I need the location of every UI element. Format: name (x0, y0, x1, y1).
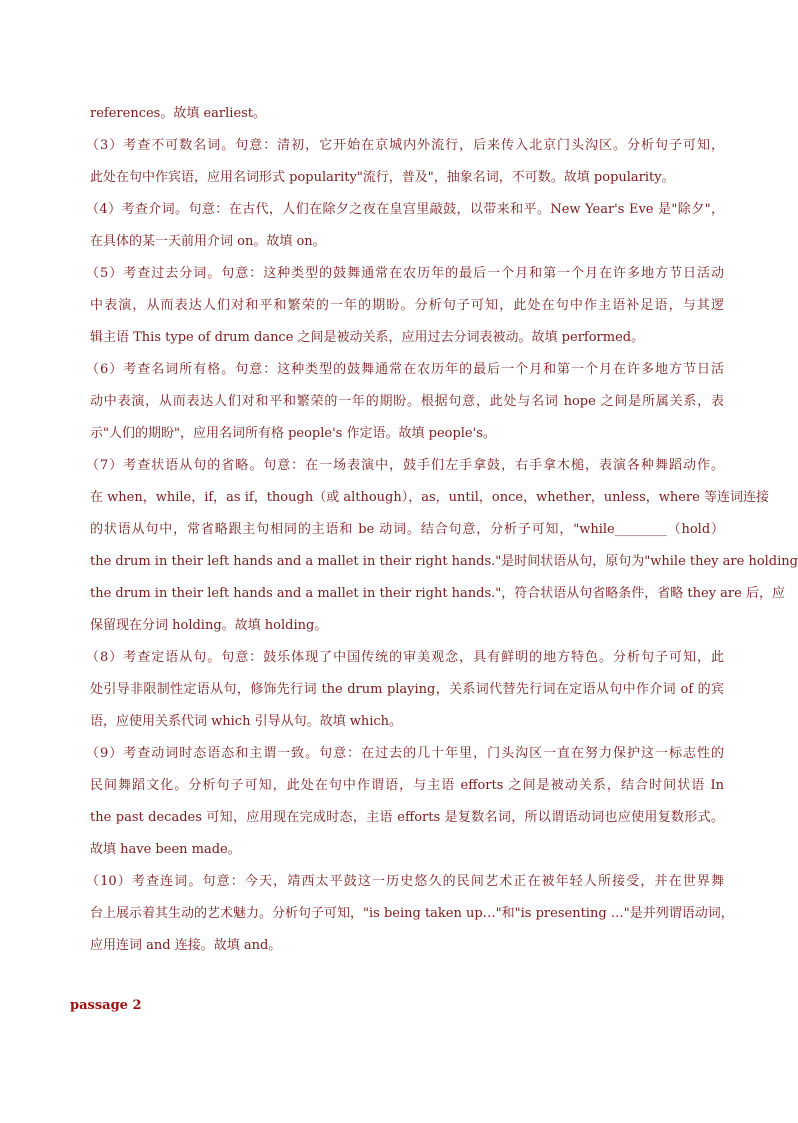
text-line: 在 when，while，if，as if，though（或 although），as，until，once，whether，unless，where 等连词连接 (90, 490, 769, 505)
text-line: 辑主语 This type of drum dance 之间是被动关系，应用过去分词表被动。故填 performed。 (90, 330, 645, 345)
answer-item-6: （6）考查名词所有格。句意：这种类型的鼓舞通常在农历年的最后一个月和第一个月在许多地方节日活 (86, 362, 724, 377)
answer-item-4: （4）考查介词。句意：在古代，人们在除夕之夜在皇宫里敲鼓，以带来和平。New Year's Eve 是"除夕"， (86, 202, 724, 217)
section-gap (90, 962, 724, 992)
answer-item-5: （5）考查过去分词。句意：这种类型的鼓舞通常在农历年的最后一个月和第一个月在许多地方节日活动 (86, 266, 724, 281)
text-line: the drum in their left hands and a mallet in their right hands."，符合状语从句省略条件，省略 they are 后，应 (90, 586, 785, 601)
text-line: 民间舞蹈文化。分析句子可知，此处在句中作谓语，与主语 efforts 之间是被动关系，结合时间状语 In (90, 778, 724, 793)
text-line: 应用连词 and 连接。故填 and。 (90, 938, 282, 953)
passage-heading: passage 2 (70, 998, 142, 1013)
text-line: 的状语从句中，常省略跟主句相同的主语和 be 动词。结合句意，分析子可知，"while________（hold） (90, 522, 724, 537)
answer-item-8: （8）考查定语从句。句意：鼓乐体现了中国传统的审美观念，具有鲜明的地方特色。分析句子可知，此 (86, 650, 724, 665)
answer-item-3: （3）考查不可数名词。句意：清初，它开始在京城内外流行，后来传入北京门头沟区。分析句子可知， (86, 138, 724, 153)
answer-item-9: （9）考查动词时态语态和主谓一致。句意：在过去的几十年里，门头沟区一直在努力保护这一标志性的 (86, 746, 724, 761)
text-line: 故填 have been made。 (90, 842, 241, 857)
text-line: 处引导非限制性定语从句，修饰先行词 the drum playing，关系词代替先行词在定语从句中作介词 of 的宾 (90, 682, 724, 697)
text-line: 此处在句中作宾语，应用名词形式 popularity"流行，普及"，抽象名词，不可数。故填 popularity。 (90, 170, 675, 185)
text-line: references。故填 earliest。 (90, 106, 267, 121)
text-line: 中表演，从而表达人们对和平和繁荣的一年的期盼。分析句子可知，此处在句中作主语补足语，与其逻 (90, 298, 724, 313)
text-line: the drum in their left hands and a mallet in their right hands."是时间状语从句，原句为"while they are holding (90, 554, 798, 569)
text-line: 语，应使用关系代词 which 引导从句。故填 which。 (90, 714, 403, 729)
text-line: 在具体的某一天前用介词 on。故填 on。 (90, 234, 326, 249)
text-line: 示"人们的期盼"，应用名词所有格 people's 作定语。故填 people's。 (90, 426, 496, 441)
text-line: 台上展示着其生动的艺术魅力。分析句子可知，"is being taken up…"和"is presenting …"是并列谓语动词， (90, 906, 734, 921)
text-line: 保留现在分词 holding。故填 holding。 (90, 618, 328, 633)
text-line: 动中表演，从而表达人们对和平和繁荣的一年的期盼。根据句意，此处与名词 hope 之间是所属关系，表 (90, 394, 724, 409)
answer-item-10: （10）考查连词。句意：今天，靖西太平鼓这一历史悠久的民间艺术正在被年轻人所接受，并在世界舞 (86, 874, 724, 889)
answer-item-7: （7）考查状语从句的省略。句意：在一场表演中，鼓手们左手拿鼓，右手拿木槌，表演各种舞蹈动作。 (86, 458, 724, 473)
text-line: the past decades 可知，应用现在完成时态，主语 efforts 是复数名词，所以谓语动词也应使用复数形式。 (90, 810, 724, 825)
